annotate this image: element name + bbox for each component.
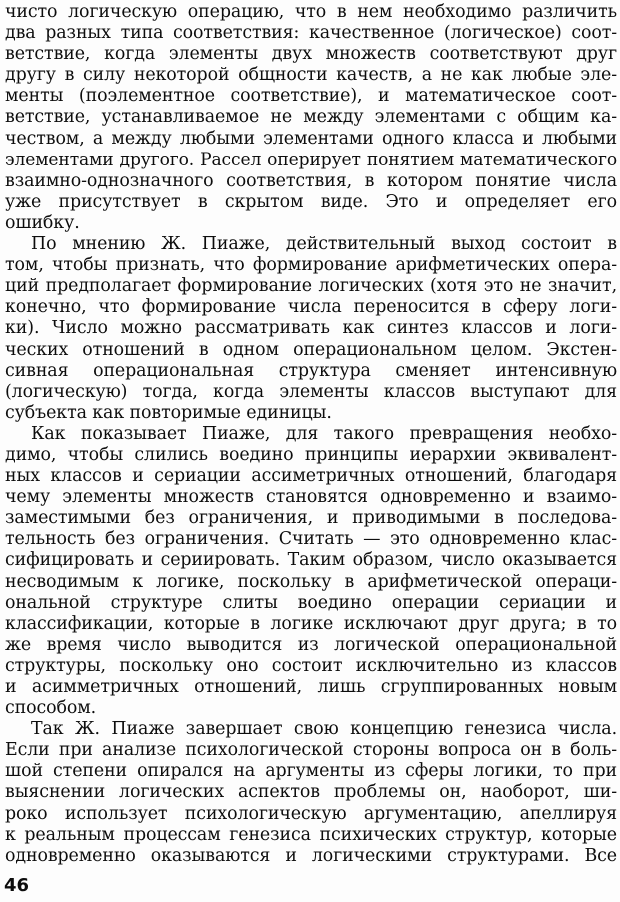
text-line: субъекта как повторимые единицы. — [5, 402, 332, 423]
text-line: чисто логическую операцию, что в нем необходимо различить — [5, 2, 617, 22]
text-line: сифицировать и сериировать. Таким образом, число оказывается — [5, 550, 617, 571]
text-line: сивная операциональная структура сменяет интенсивную — [5, 360, 617, 381]
text-line: Если при анализе психологической стороны вопроса он в боль- — [5, 740, 617, 761]
text-line: способом. — [5, 698, 97, 719]
text-line: том, чтобы признать, что формирование арифметических опера- — [5, 255, 617, 276]
text-line: менты (поэлементное соответствие), и математическое соот- — [5, 86, 617, 107]
text-line: уже присутствует в скрытом виде. Это и определяет его — [5, 191, 617, 212]
page-number: 46 — [4, 875, 30, 896]
text-line: (логическую) тогда, когда элементы классов выступают для — [5, 381, 617, 402]
text-line: и асимметричных отношений, лишь сгруппированных новым — [5, 677, 617, 697]
text-line: тельность без ограничения. Считать — это одновременно клас- — [5, 529, 617, 550]
text-line: заместимыми без ограничения, и приводимыми в последова- — [5, 508, 617, 529]
text-line: несводимым к логике, поскольку в арифметической операци- — [5, 571, 617, 592]
text-line: ветствие, когда элементы двух множеств соответствуют друг — [5, 44, 617, 65]
text-line: роко использует психологическую аргументацию, апеллируя — [5, 803, 617, 824]
text-line: ческих отношений в одном операциональном целом. Экстен- — [5, 339, 617, 360]
text-line: классификации, которые в логике исключают друг друга; в то — [5, 613, 617, 634]
paragraph-first-line: Так Ж. Пиаже завершает свою концепцию генезиса числа. — [31, 719, 617, 740]
paragraph-first-line: По мнению Ж. Пиаже, действительный выход состоит в — [31, 234, 617, 255]
text-line: ных классов и сериации ассиметричных отношений, благодаря — [5, 466, 617, 487]
text-line: выяснении логических аспектов проблемы он, наоборот, ши- — [5, 782, 617, 803]
text-line: элементами другого. Рассел оперирует понятием математического — [5, 149, 617, 170]
text-line: другу в силу некоторой общности качеств, а не как любые эле- — [5, 65, 617, 86]
paragraph-first-line: Как показывает Пиаже, для такого превращения необхо- — [31, 423, 617, 444]
text-line: димо, чтобы слились воедино принципы иерархии эквивалент- — [5, 444, 617, 465]
body-text — [5, 2, 617, 867]
text-line: же время число выводится из логической операциональной — [5, 634, 617, 655]
text-line: ональной структуре слиты воедино операции сериации и — [5, 592, 617, 613]
text-line: чему элементы множеств становятся одновременно и взаимо- — [5, 487, 617, 508]
text-line: конечно, что формирование числа переносится в сферу логи- — [5, 297, 617, 318]
text-line: ки). Число можно рассматривать как синтез классов и логи- — [5, 318, 617, 339]
text-line: ций предполагает формирование логических (хотя это не значит, — [5, 276, 617, 297]
text-line: чеством, а между любыми элементами одного класса и любыми — [5, 128, 617, 149]
text-line: шой степени опирался на аргументы из сферы логики, то при — [5, 761, 617, 782]
text-line: ветствие, устанавливаемое не между элементами с общим ка- — [5, 107, 617, 128]
text-line: структуры, поскольку оно состоит исключительно из классов — [5, 655, 617, 676]
text-line: два разных типа соответствия: качественное (логическое) соот- — [5, 23, 617, 44]
text-line: одновременно оказываются и логическими структурами. Все — [5, 845, 617, 866]
text-line: ошибку. — [5, 212, 80, 233]
text-line: взаимно-однозначного соответствия, в котором понятие числа — [5, 170, 617, 191]
text-line: к реальным процессам генезиса психических структур, которые — [5, 824, 617, 845]
